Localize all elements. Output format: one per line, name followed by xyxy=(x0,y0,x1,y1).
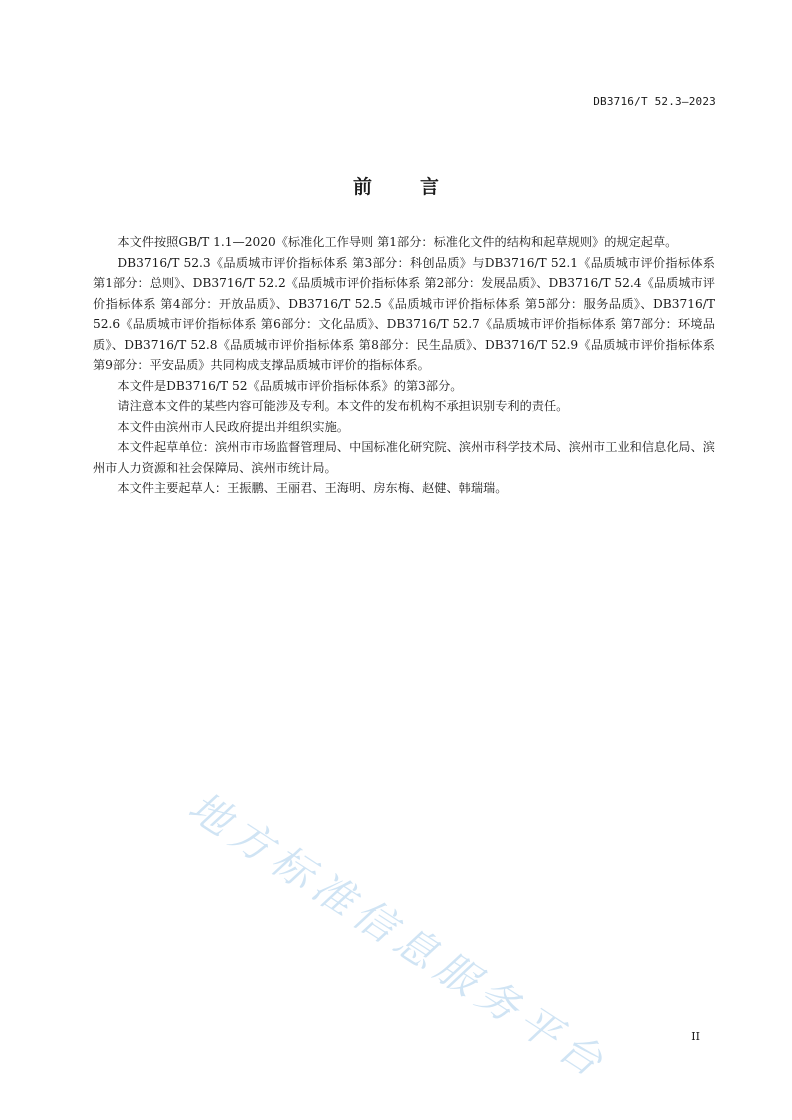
document-code: DB3716/T 52.3—2023 xyxy=(593,95,716,108)
paragraph-proposer: 本文件由滨州市人民政府提出并组织实施。 xyxy=(117,419,349,434)
page-title xyxy=(0,172,792,199)
paragraph-series-parts: DB3716/T 52.3《品质城市评价指标体系 第3部分：科创品质》与DB3716/T 52.1《品质城市评价指标体系 第1部分：总则》、DB3716/T 52.2《品质城市评价指标体系 第2部分：发展品质》、DB3716/T 52.4《品质城市评价指标体系 第4部分：开放品质》、DB3716/T 52.5《品质城市评价指标体系 第5部分：服务品质》、DB3716/T 52.6《品质城市评价指标体系 第6部分：文化品质》、DB3716/T 52.7《品质城市评价指标体系 第7部分：环境品质》、DB3716/T 52.8《品质城市评价指标体系 第8部分：民生品质》、DB3716/T 52.9《品质城市评价指标体系 第9部分：平安品质》共同构成支撑品质城市评价的指标体系。 xyxy=(93,255,715,372)
paragraph-drafters: 本文件主要起草人：王振鹏、王丽君、王海明、房东梅、赵健、韩瑞瑞。 xyxy=(117,481,508,495)
watermark: 地方标准信息服务平台 xyxy=(180,782,618,1090)
paragraph-patent-notice: 请注意本文件的某些内容可能涉及专利。本文件的发布机构不承担识别专利的责任。 xyxy=(117,399,569,413)
paragraph-drafting-units: 本文件起草单位：滨州市市场监督管理局、中国标准化研究院、滨州市科学技术局、滨州市工业和信息化局、滨州市人力资源和社会保障局、滨州市统计局。 xyxy=(93,440,715,475)
title-char-1: 前 xyxy=(352,176,372,198)
title-char-2: 言 xyxy=(420,176,440,198)
paragraph-drafting-rules: 本文件按照GB/T 1.1—2020《标准化工作导则 第1部分：标准化文件的结构和起草规则》的规定起草。 xyxy=(117,235,678,249)
paragraph-part-number: 本文件是DB3716/T 52《品质城市评价指标体系》的第3部分。 xyxy=(117,378,463,393)
page-number: II xyxy=(691,1030,700,1043)
foreword-body xyxy=(93,232,715,499)
